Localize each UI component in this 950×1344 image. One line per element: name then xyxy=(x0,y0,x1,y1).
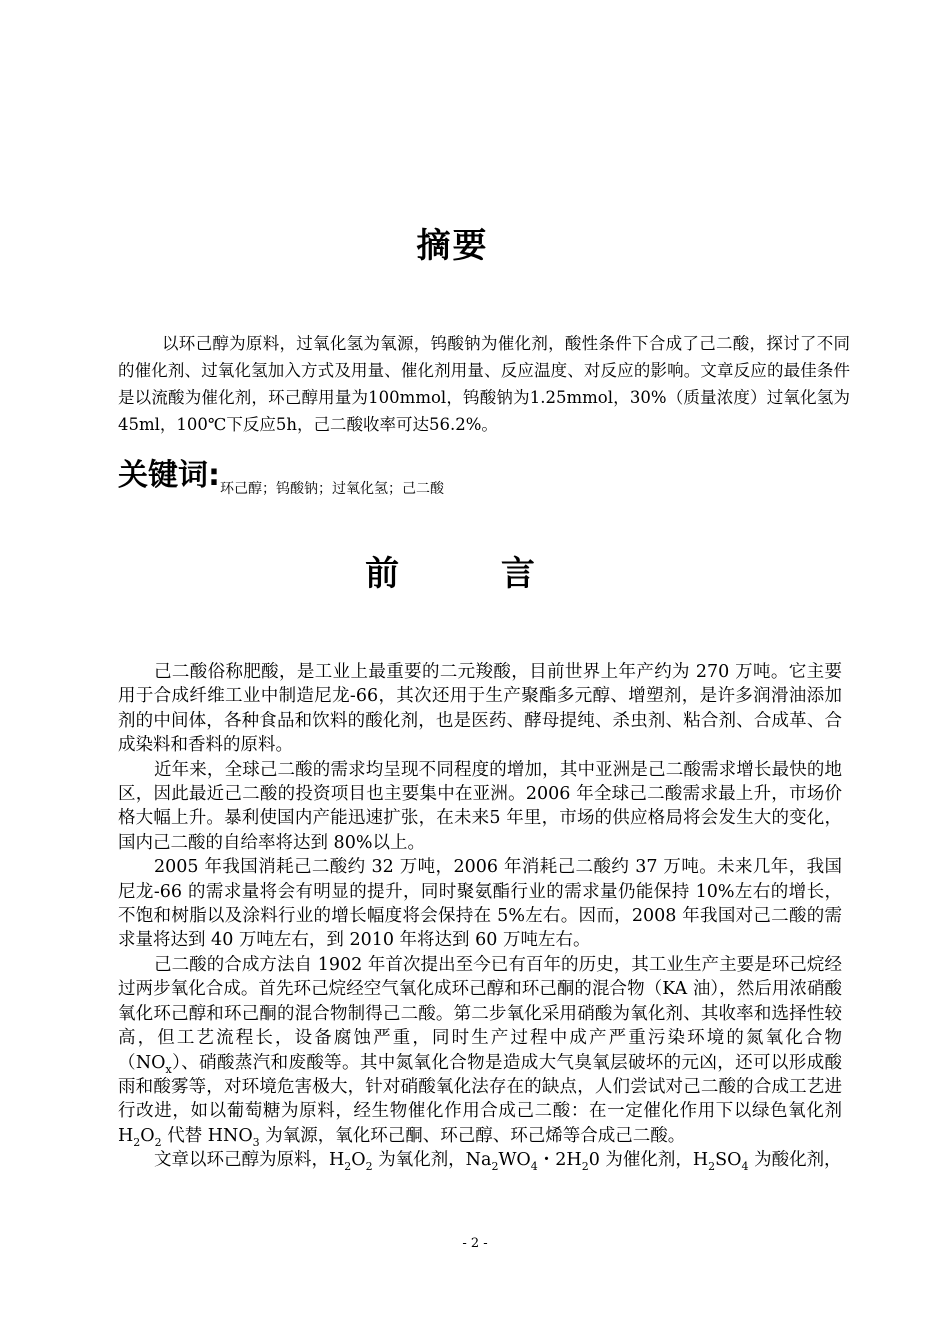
preface-paragraph-1: 己二酸俗称肥酸，是工业上最重要的二元羧酸，目前世界上年产约为 270 万吨。它主要用于合成纤维工业中制造尼龙-66，其次还用于生产聚酯多元醇、增塑剂，是许多润滑油添加剂的中间体，各种食品和饮料的酸化剂，也是医药、酵母提纯、杀虫剂、粘合剂、合成革、合成染料和香料的原料。 xyxy=(118,662,842,756)
abstract-paragraph: 以环己醇为原料，过氧化氢为氧源，钨酸钠为催化剂，酸性条件下合成了己二酸，探讨了不同的催化剂、过氧化氢加入方式及用量、催化剂用量、反应温度、对反应的影响。文章反应的最佳条件是以流酸为催化剂，环己醇用量为100mmol，钨酸钠为1.25mmol，30%（质量浓度）过氧化氢为45ml，100℃下反应5h，己二酸收率可达56.2%。 xyxy=(118,334,850,434)
preface-paragraph-5: 文章以环己醇为原料，$H_2O_2$ 为氧化剂，$Na_2WO_4$・$2H_20$ 为催化剂，$H_2SO_4$ 为酸化剂， xyxy=(154,1150,842,1174)
abstract-body xyxy=(118,330,850,438)
keywords-text: 环己醇；钨酸钠；过氧化氢；己二酸 xyxy=(220,481,444,497)
preface-paragraph-2: 近年来，全球己二酸的需求均呈现不同程度的增加，其中亚洲是己二酸需求增长最快的地区，因此最近己二酸的投资项目也主要集中在亚洲。2006 年全球己二酸需求最上升，市场价格大幅上升。暴利使国内产能迅速扩张，在未来5 年里，市场的供应格局将会发生大的变化，国内己二酸的自给率将达到 80%以上。 xyxy=(118,759,842,853)
keywords-label: 关键词: xyxy=(118,458,220,493)
keywords-line xyxy=(118,450,444,497)
preface-paragraph-4: 己二酸的合成方法自 1902 年首次提出至今已有百年的历史，其工业生产主要是环己烷经过两步氧化合成。首先环己烷经空气氧化成环己醇和环己酮的混合物（KA 油），然后用浓硝酸氧化环己醇和环己酮的混合物制得己二酸。第二步氧化采用硝酸为氧化剂、其收率和选择性较高，但工艺流程长，设备腐蚀严重，同时生产过程中成产严重污染环境的氮氧化合物$(NO_x)$、硝酸蒸汽和废酸等。其中氮氧化合物是造成大气臭氧层破坏的元凶，还可以形成酸雨和酸雾等，对环境危害极大，针对硝酸氧化法存在的缺点，人们尝试对己二酸的合成工艺进行改进，如以葡萄糖为原料，经生物催化作用合成己二酸：在一定催化作用下以绿色氧化剂 $H_2O_2$ 代替 $HNO_3$ 为氧源，氧化环己酮、环己醇、环己烯等合成己二酸。 xyxy=(118,954,842,1149)
preface-paragraph-3: 2005 年我国消耗己二酸约 32 万吨，2006 年消耗己二酸约 37 万吨。未来几年，我国尼龙-66 的需求量将会有明显的提升，同时聚氨酯行业的需求量仍能保持 10%左右的增长，不饱和树脂以及涂料行业的增长幅度将会保持在 5%左右。因而，2008 年我国对己二酸的需求量将达到 40 万吨左右，到 2010 年将达到 60 万吨左右。 xyxy=(118,857,842,951)
preface-body xyxy=(118,660,842,1173)
preface-heading: 前 言 xyxy=(365,554,565,594)
abstract-heading: 摘要 xyxy=(416,226,489,266)
page-number: - 2 - xyxy=(462,1236,488,1251)
